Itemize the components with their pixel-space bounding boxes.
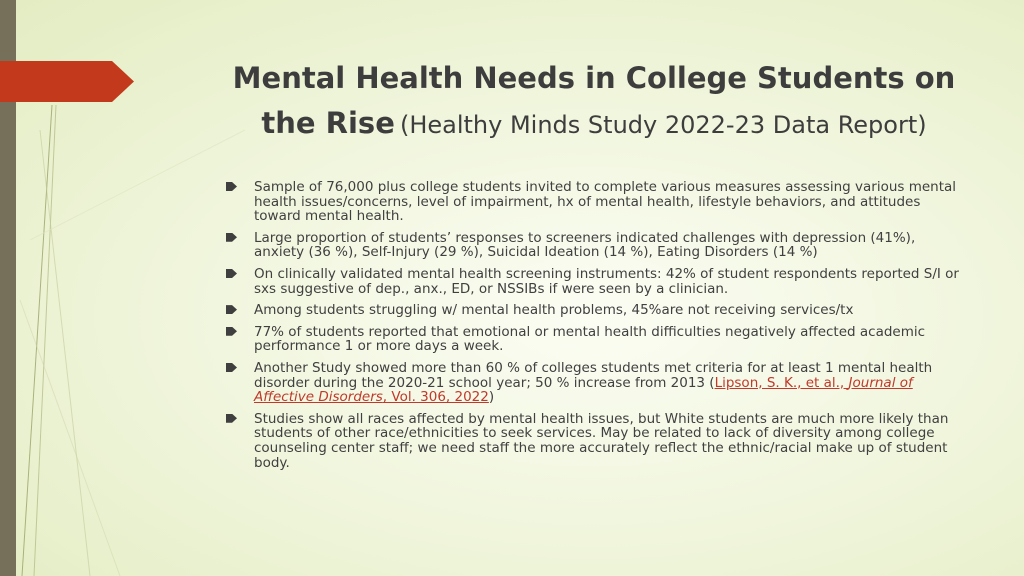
arrow-right-bullet-icon [226,182,237,191]
bullet-text: On clinically validated mental health screening instruments: 42% of student respondents reported S/I or sxs suggestive of dep., anx., ED, or NSSIBs if were seen by a clinician. [254,265,959,297]
slide-title [214,58,974,148]
bullet-text: 77% of students reported that emotional or mental health difficulties negatively affected academic performance 1 or more days a week. [254,323,926,355]
arrow-right-bullet-icon [226,363,237,372]
bullet-item [226,325,962,354]
citation-volume: , Vol. 306, 2022 [382,389,489,406]
title-main: Mental Health Needs in College Students on the Rise [232,61,956,140]
citation-close: ) [488,389,495,406]
citation-authors: Lipson, S. K., et al., [714,374,849,391]
bullet-text: Large proportion of students’ responses to screeners indicated challenges with depression (41%), anxiety (36 %), Self-Injury (29 %), Suicidal Ideation (14 %), Eating Disorders (14 %) [254,229,916,261]
bullet-item [226,180,962,224]
bullet-item [226,303,962,318]
bullet-text: Studies show all races affected by mental health issues, but White students are much more likely than students of other race/ethnicities to seek services. May be related to lack of diversity among college counseling center staff; we need staff the more accurately reflect the ethnic/racial make up of student body. [254,410,949,471]
bullet-item [226,267,962,296]
arrow-right-bullet-icon [226,269,237,278]
arrow-right-bullet-icon [226,327,237,336]
arrow-right-bullet-icon [226,233,237,242]
title-subtitle: (Healthy Minds Study 2022-23 Data Report) [399,111,927,139]
arrow-right-bullet-icon [226,414,237,423]
bullet-item [226,231,962,260]
bullet-text: Sample of 76,000 plus college students invited to complete various measures assessing various mental health issues/concerns, level of impairment, hx of mental health, lifestyle behaviors, and attitudes toward mental health. [254,179,957,225]
bullet-item-citation [226,361,962,405]
title-accent-tab [0,61,134,102]
bullet-item [226,412,962,470]
citation-journal: Journal of Affective Disorders [254,374,913,406]
bullet-text: Another Study showed more than 60 % of colleges students met criteria for at least 1 mental health disorder during the 2020-21 school year; 50 % increase from 2013 ( [254,359,933,391]
bullet-list [226,180,962,477]
arrow-right-bullet-icon [226,305,237,314]
bullet-text: Among students struggling w/ mental health problems, 45%are not receiving services/tx [254,302,854,319]
